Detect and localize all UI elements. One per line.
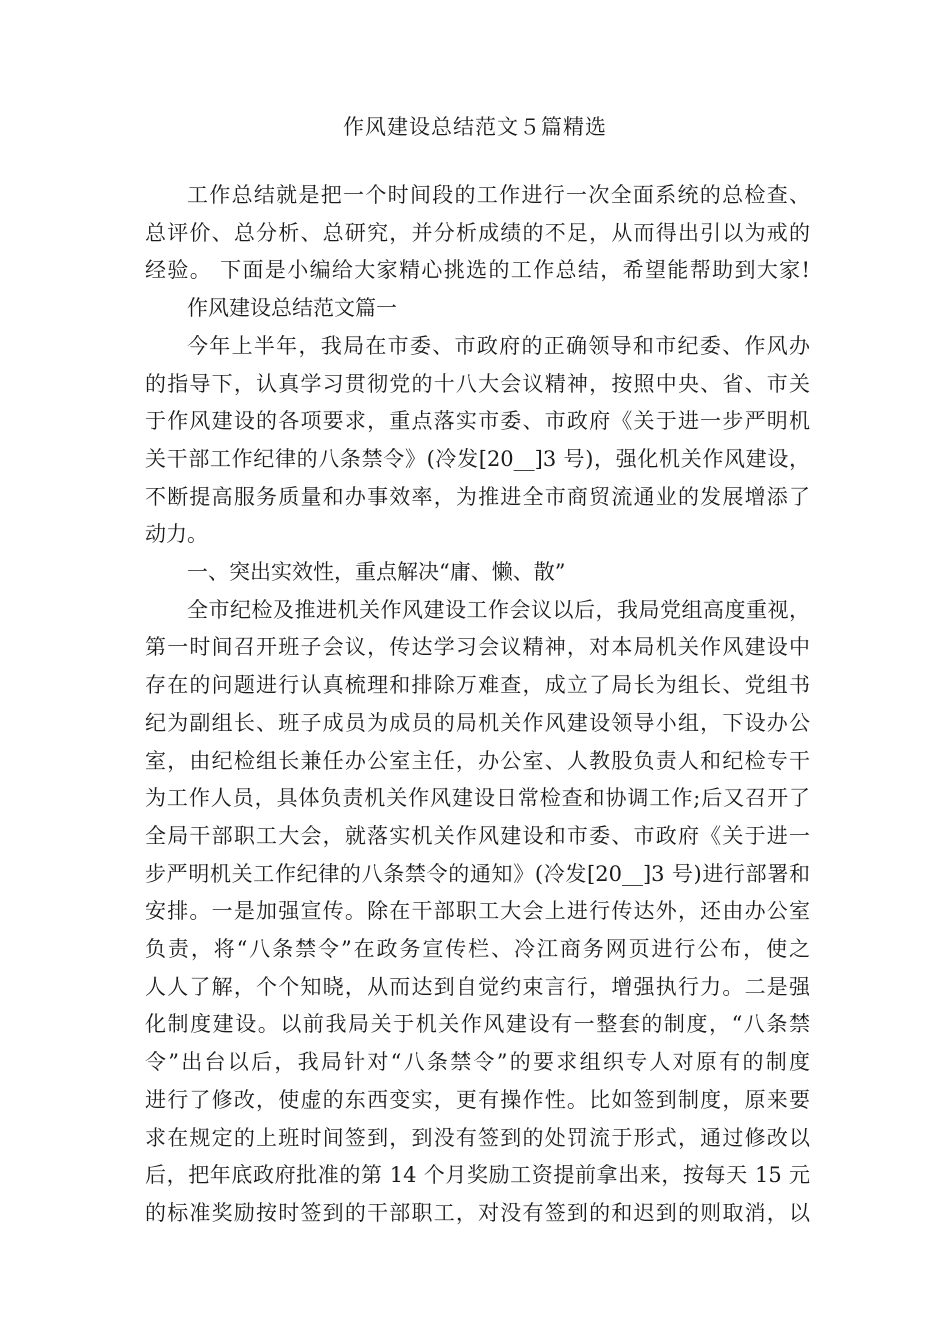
body-line: 今年上半年，我局在市委、市政府的正确领导和市纪委、作风办	[187, 334, 810, 358]
body-line: 人人了解，个个知晓，从而达到自觉约束言行，增强执行力。二是强	[145, 975, 810, 999]
body-line: 第一时间召开班子会议，传达学习会议精神，对本局机关作风建设中	[145, 635, 810, 659]
body-line: 作风建设总结范文篇一	[187, 296, 397, 320]
document-title: 作风建设总结范文５篇精选	[343, 115, 607, 139]
body-line: 的指导下，认真学习贯彻党的十八大会议精神，按照中央、省、市关	[145, 372, 810, 396]
body-line: 为工作人员，具体负责机关作风建设日常检查和协调工作;后又召开了	[145, 786, 810, 810]
body-line: 令”出台以后，我局针对“八条禁令”的要求组织专人对原有的制度	[145, 1050, 810, 1074]
body-line: 全局干部职工大会，就落实机关作风建设和市委、市政府《关于进一	[145, 824, 810, 848]
body-line: 总评价、总分析、总研究，并分析成绩的不足，从而得出引以为戒的	[145, 221, 810, 245]
body-line: 一、突出实效性，重点解决“庸、懒、散”	[187, 560, 566, 584]
body-line: 全市纪检及推进机关作风建设工作会议以后，我局党组高度重视，	[187, 598, 810, 622]
body-line: 负责，将“八条禁令”在政务宣传栏、冷江商务网页进行公布，使之	[145, 937, 810, 961]
body-line: 后，把年底政府批准的第 14 个月奖励工资提前拿出来，按每天 15 元	[145, 1163, 810, 1187]
body-line: 于作风建设的各项要求，重点落实市委、市政府《关于进一步严明机	[145, 409, 810, 433]
body-line: 步严明机关工作纪律的八条禁令的通知》(冷发[20__]3 号)进行部署和	[145, 862, 810, 886]
body-line: 化制度建设。以前我局关于机关作风建设有一整套的制度，“八条禁	[145, 1012, 810, 1036]
body-line: 安排。一是加强宣传。除在干部职工大会上进行传达外，还由办公室	[145, 899, 810, 923]
body-line: 经验。 下面是小编给大家精心挑选的工作总结，希望能帮助到大家!	[145, 258, 810, 282]
body-line: 室，由纪检组长兼任办公室主任，办公室、人教股负责人和纪检专干	[145, 749, 810, 773]
body-line: 的标准奖励按时签到的干部职工，对没有签到的和迟到的则取消，以	[145, 1201, 810, 1225]
body-line: 进行了修改，使虚的东西变实，更有操作性。比如签到制度，原来要	[145, 1088, 810, 1112]
body-line: 纪为副组长、班子成员为成员的局机关作风建设领导小组，下设办公	[145, 711, 810, 735]
body-line: 动力。	[145, 522, 208, 546]
body-line: 求在规定的上班时间签到，到没有签到的处罚流于形式，通过修改以	[145, 1126, 810, 1150]
body-line: 不断提高服务质量和办事效率，为推进全市商贸流通业的发展增添了	[145, 485, 810, 509]
body-line: 工作总结就是把一个时间段的工作进行一次全面系统的总检查、	[187, 183, 810, 207]
body-line: 关干部工作纪律的八条禁令》(冷发[20__]3 号)，强化机关作风建设，	[145, 447, 810, 471]
body-line: 存在的问题进行认真梳理和排除万难查，成立了局长为组长、党组书	[145, 673, 810, 697]
